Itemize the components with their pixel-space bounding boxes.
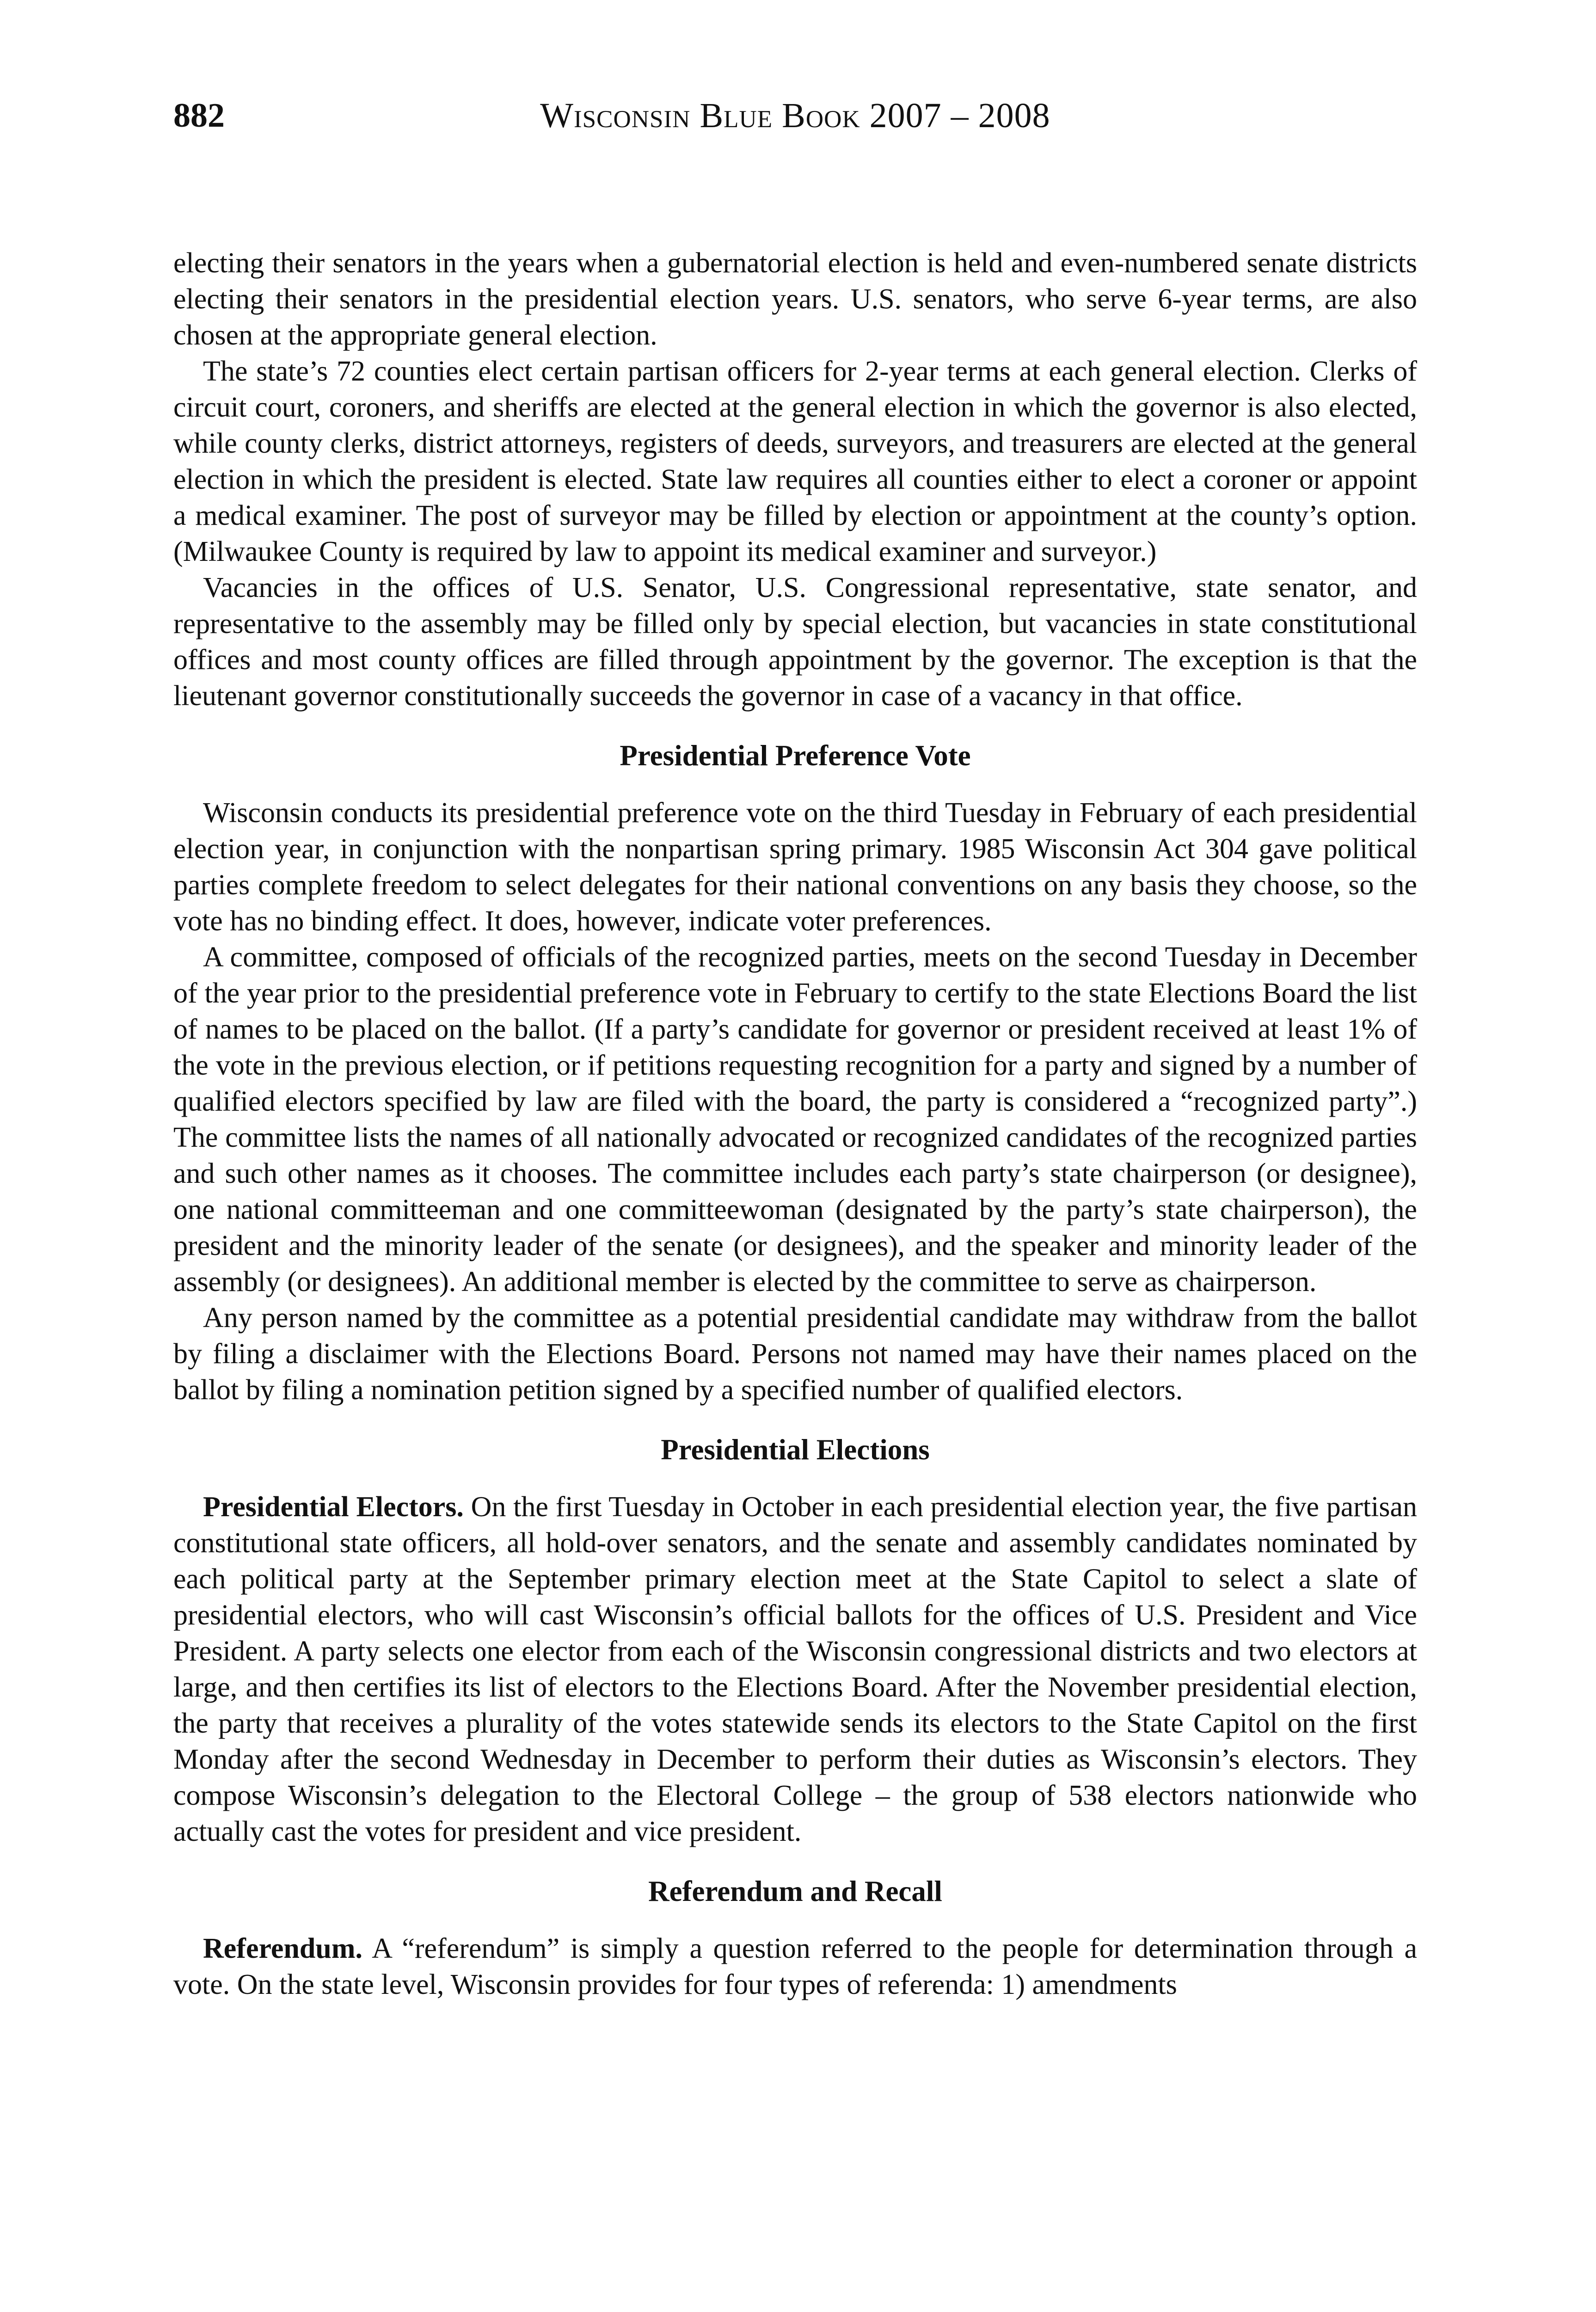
run-in-heading-referendum: Referendum. xyxy=(203,1933,362,1964)
referendum-paragraph xyxy=(173,1931,1417,2003)
section-heading-referendum-and-recall: Referendum and Recall xyxy=(648,1875,942,1907)
body-text xyxy=(173,245,1417,2003)
section-heading-presidential-preference-vote: Presidential Preference Vote xyxy=(620,739,971,772)
presidential-electors-paragraph xyxy=(173,1489,1417,1850)
intro-paragraph-3: Vacancies in the offices of U.S. Senator, U.S. Congressional representative, state senator, and representative to the assembly may be filled only by special election, but vacancies in state constitutional offices and most county offices are filled through appointment by the governor. The exception is that the lieutenant governor constitutionally succeeds the governor in case of a vacancy in that office. xyxy=(173,572,1417,712)
preference-vote-paragraph-1: Wisconsin conducts its presidential preference vote on the third Tuesday in February of each presidential election year, in conjunction with the nonpartisan spring primary. 1985 Wisconsin Act 304 gave political parties complete freedom to select delegates for their national conventions on any basis they choose, so the vote has no binding effect. It does, however, indicate voter preferences. xyxy=(173,797,1417,937)
running-head xyxy=(173,95,1417,136)
referendum-text: A “referendum” is simply a question referred to the people for determination through a vote. On the state level, Wisconsin provides for four types of referenda: 1) amendments xyxy=(173,1933,1417,2000)
intro-paragraph-1: electing their senators in the years when a gubernatorial election is held and even-numbered senate districts electing their senators in the presidential election years. U.S. senators, who serve 6-year terms, are also chosen at the appropriate general election. xyxy=(173,247,1417,351)
book-title: Wisconsin Blue Book 2007 – 2008 xyxy=(540,96,1050,135)
page-number: 882 xyxy=(173,97,225,135)
section-heading-presidential-elections: Presidential Elections xyxy=(661,1433,930,1466)
preference-vote-paragraph-3: Any person named by the committee as a potential presidential candidate may withdraw from the ballot by filing a disclaimer with the Elections Board. Persons not named may have their names placed on the ballot by filing a nomination petition signed by a specified number of qualified electors. xyxy=(173,1302,1417,1406)
intro-paragraph-2: The state’s 72 counties elect certain partisan officers for 2-year terms at each general election. Clerks of circuit court, coroners, and sheriffs are elected at the general election in which the governor is also elected, while county clerks, district attorneys, registers of deeds, surveyors, and treasurers are elected at the general election in which the president is elected. State law requires all counties either to elect a coroner or appoint a medical examiner. The post of surveyor may be filled by election or appointment at the county’s option. (Milwaukee County is required by law to appoint its medical examiner and surveyor.) xyxy=(173,356,1417,567)
preference-vote-paragraph-2: A committee, composed of officials of the recognized parties, meets on the second Tuesday in December of the year prior to the presidential preference vote in February to certify to the state Elections Board the list of names to be placed on the ballot. (If a party’s candidate for governor or president received at least 1% of the vote in the previous election, or if petitions requesting recognition for a party and signed by a number of qualified electors specified by law are filed with the board, the party is considered a “recognized party”.) The committee lists the names of all nationally advocated or recognized candidates of the recognized parties and such other names as it chooses. The committee includes each party’s state chairperson (or designee), one national committeeman and one committeewoman (designated by the party’s state chairperson), the president and the minority leader of the senate (or designees), and the speaker and minority leader of the assembly (or designees). An additional member is elected by the committee to serve as chairperson. xyxy=(173,941,1417,1297)
run-in-heading-presidential-electors: Presidential Electors. xyxy=(203,1491,464,1523)
presidential-electors-text: On the first Tuesday in October in each presidential election year, the five partisan constitutional state officers, all hold-over senators, and the senate and assembly candidates nominated by each political party at the September primary election meet at the State Capitol to select a slate of presidential electors, who will cast Wisconsin’s official ballots for the offices of U.S. President and Vice President. A party selects one elector from each of the Wisconsin congressional districts and two electors at large, and then certifies its list of electors to the Elections Board. After the November presidential election, the party that receives a plurality of the votes statewide sends its electors to the State Capitol on the first Monday after the second Wednesday in December to perform their duties as Wisconsin’s electors. They compose Wisconsin’s delegation to the Electoral College – the group of 538 electors nationwide who actually cast the votes for president and vice president. xyxy=(173,1491,1417,1847)
document-page xyxy=(173,95,1417,2003)
